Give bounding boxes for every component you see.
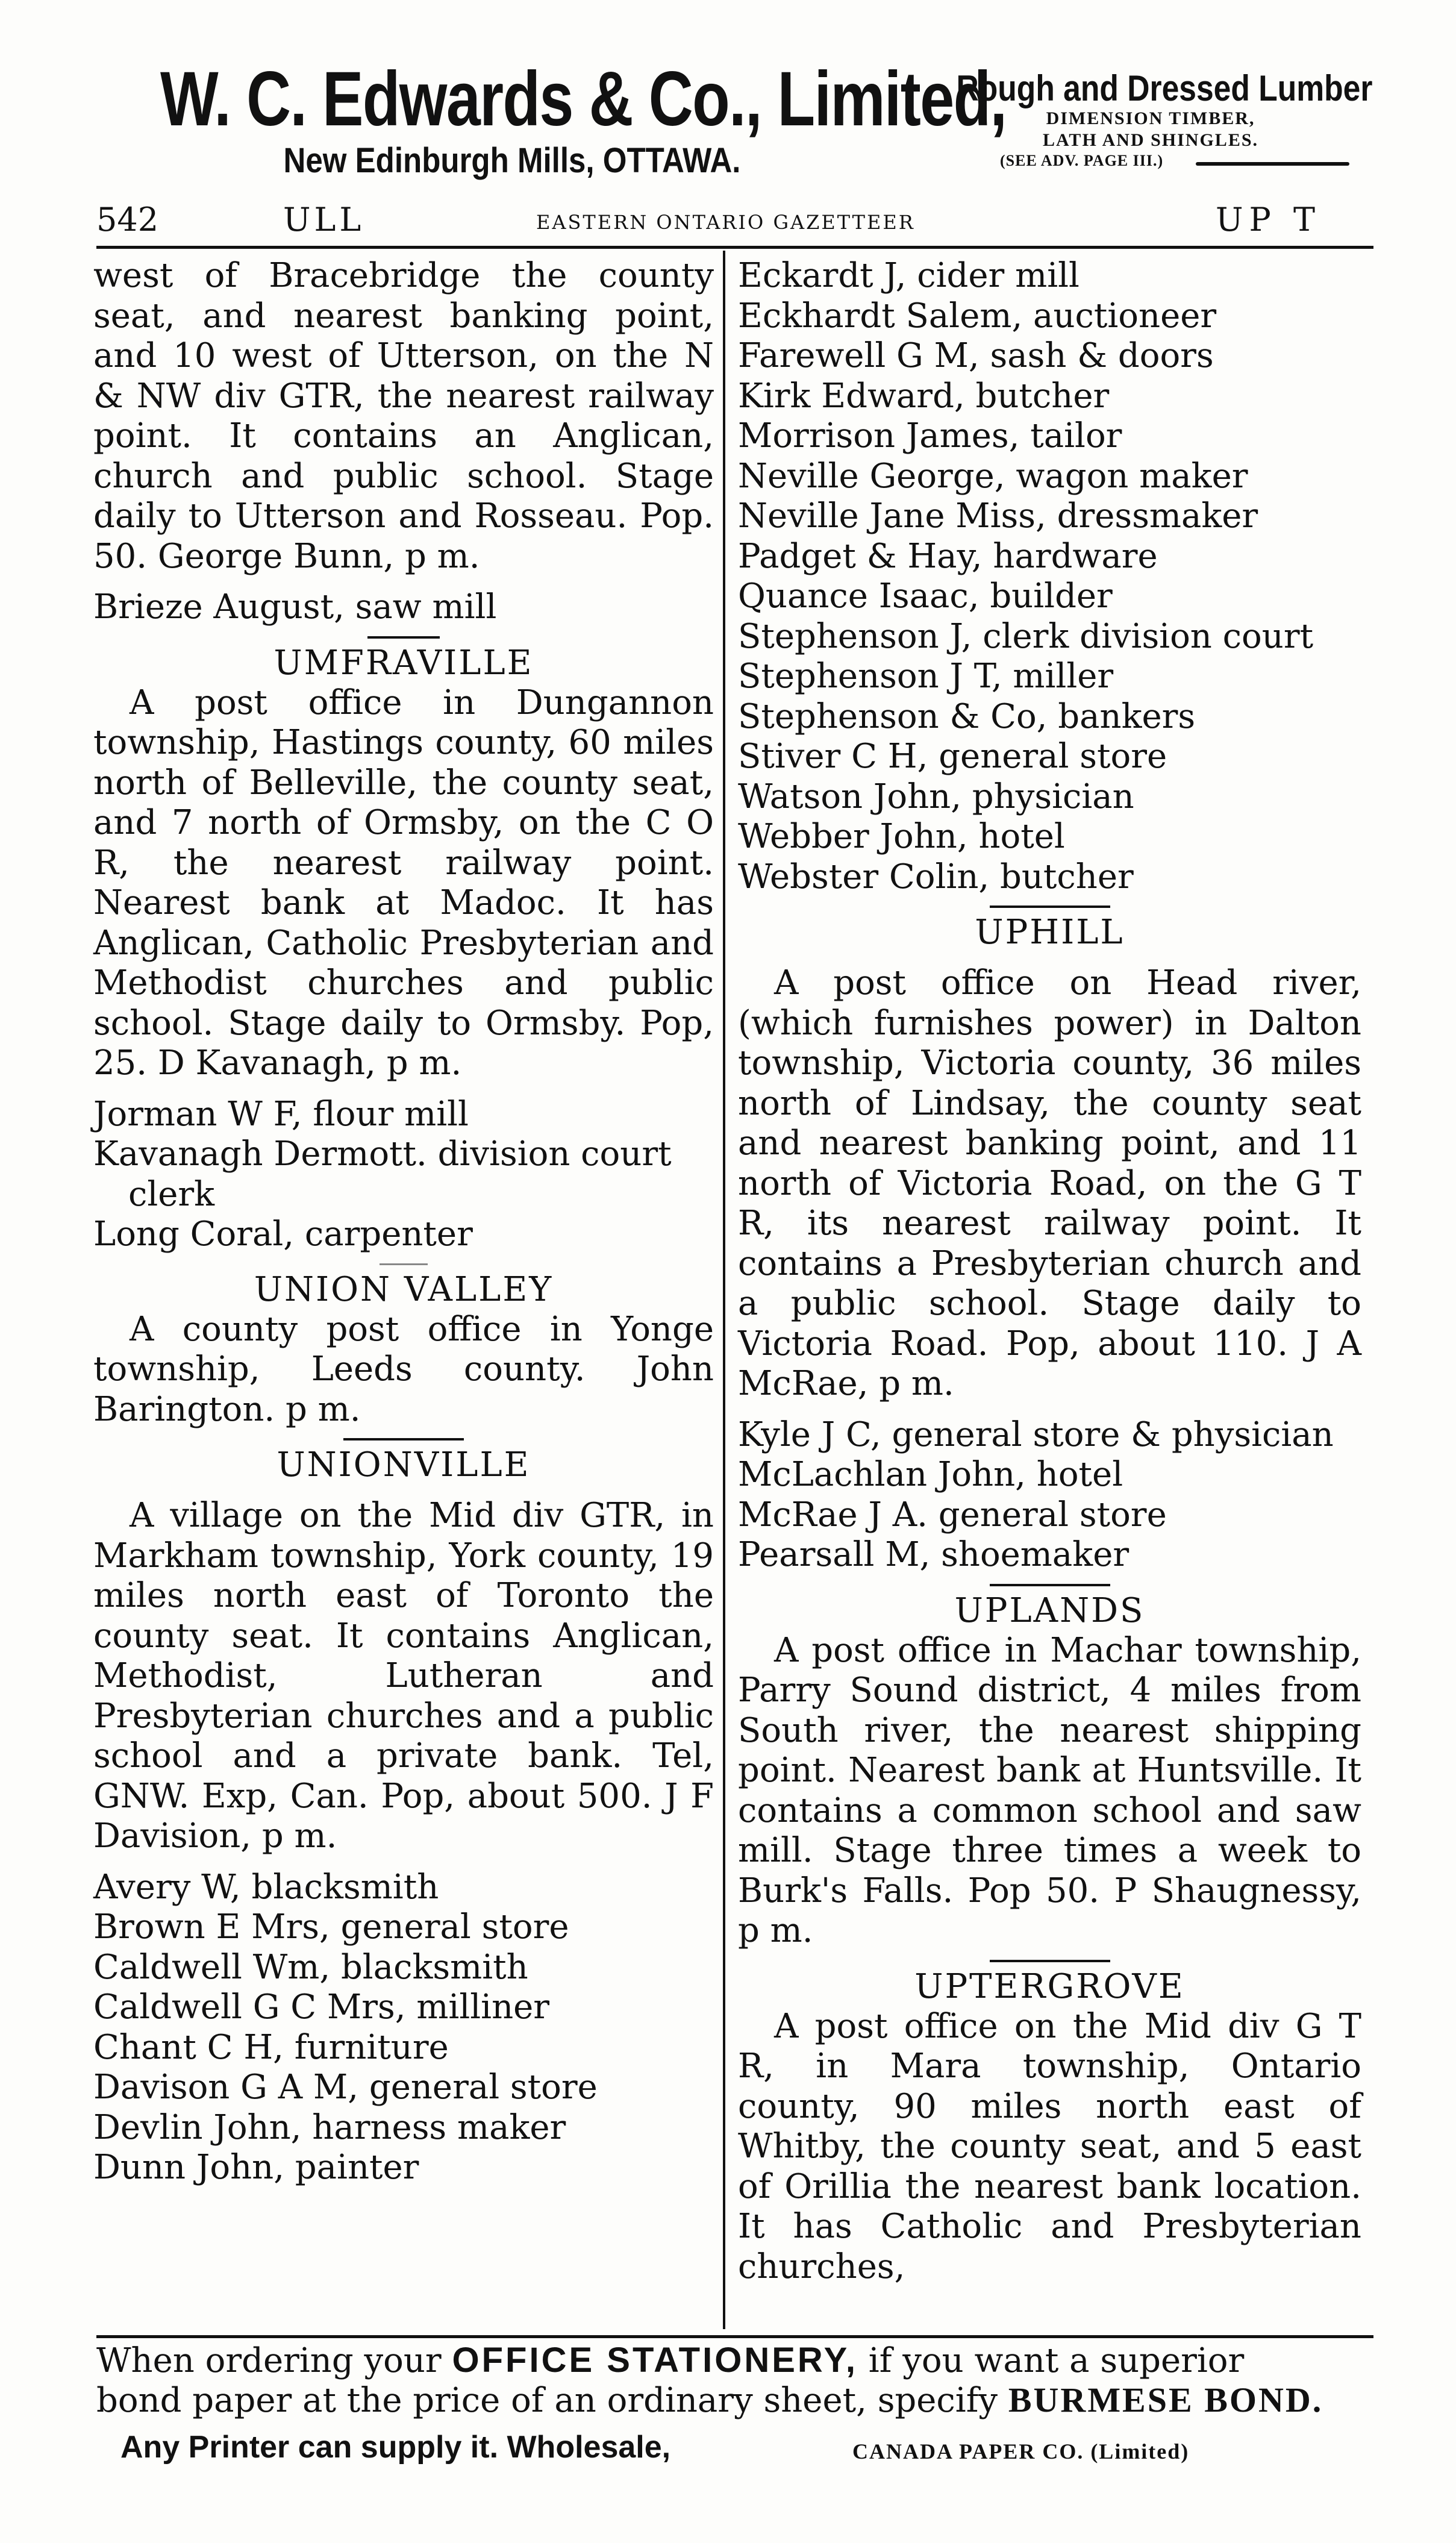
list-item: Dunn John, painter [93,2148,419,2187]
list-item: Neville George, wagon maker [738,456,1248,496]
list-item: Long Coral, carpenter [93,1215,473,1254]
section-rule [343,1438,464,1440]
section-rule [990,906,1110,908]
list-item: Avery W, blacksmith [93,1867,439,1907]
ad-bottom-company: CANADA PAPER CO. (Limited) [852,2439,1190,2463]
list-item: Neville Jane Miss, dressmaker [738,496,1258,536]
running-header [96,199,1373,247]
section-title-union-valley: UNION VALLEY [254,1269,554,1309]
ad-bottom-line1 [96,2341,1373,2381]
ad-bottom-highlight: OFFICE STATIONERY, [452,2341,858,2380]
list-item: Kirk Edward, butcher [738,376,1110,416]
ad-see-reference [925,151,1376,170]
section-title-umfraville: UMFRAVILLE [273,643,534,683]
list-item: Morrison James, tailor [738,416,1122,455]
list-item: Farewell G M, sash & doors [738,336,1214,375]
ad-product-line1: DIMENSION TIMBER, [1046,108,1255,128]
section-title-uplands: UPLANDS [954,1591,1145,1630]
list-item: McRae J A. general store [738,1495,1167,1534]
list-item: Devlin John, harness maker [93,2107,566,2147]
section-desc-unionville: A village on the Mid div GTR, in Markham township, York county, 19 miles north east of Toronto the county seat. It contains Anglican, Methodist, Lutheran and Presbyterian churches and a public school and a private bank. Tel, GNW. Exp, Can. Pop, about 500. J F Davision, p m. [93,1496,714,1856]
ad-product: Rough and Dressed Lumber [956,68,1373,108]
bottom-advertisement [96,2341,1373,2521]
header-right-word: UP T [1216,201,1322,239]
section-desc-umfraville: A post office in Dungannon township, Hastings county, 60 miles north of Belleville, the county seat, and 7 north of Ormsby, on the C O R, the nearest railway point. Nearest bank at Madoc. It has Anglican, Catholic Presbyterian and Methodist churches and public school. Stage daily to Ormsby. Pop, 25. D Kavanagh, p m. [93,683,714,1083]
list-item: Jorman W F, flour mill [93,1094,469,1134]
list-item: Caldwell Wm, blacksmith [93,1947,528,1987]
list-item: Watson John, physician [738,777,1134,816]
column-divider [723,251,725,2329]
left-column [93,256,714,2188]
right-column [738,256,1361,2287]
section-rule [367,636,440,639]
section-title-unionville: UNIONVILLE [277,1445,531,1484]
continued-entry-text: west of Bracebridge the county seat, and nearest banking point, and 10 west of Utterson, on the N & NW div GTR, the nearest railway point. It contains an Anglican, church and public school. Stage daily to Utterson and Rosseau. Pop. 50. George Bunn, p m. [93,256,714,576]
section-rule [990,1960,1110,1962]
list-item: Eckardt J, cider mill [738,256,1080,295]
page-number: 542 [96,201,159,239]
header-title: EASTERN ONTARIO GAZETTEER [536,211,915,234]
list-item: McLachlan John, hotel [738,1455,1123,1494]
list-item: Eckhardt Salem, auctioneer [738,296,1217,336]
section-title-uphill: UPHILL [975,913,1125,952]
header-rule [96,246,1373,249]
list-item: Davison G A M, general store [93,2068,598,2107]
section-desc-uptergrove: A post office on the Mid div G T R, in Mara township, Ontario county, 90 miles north east of Whitby, the county seat, and 5 east of Orillia the nearest bank location. It has Catholic and Presbyterian churches, [738,2006,1361,2286]
list-item: Kavanagh Dermott. division court [93,1134,672,1174]
section-desc-uplands: A post office in Machar township, Parry Sound district, 4 miles from South river, the nearest shipping point. Nearest bank at Huntsville. It contains a common school and saw mill. Stage three times a week to Burk's Falls. Pop 50. P Shaugnessy, p m. [738,1630,1361,1950]
ad-see-text: (SEE ADV. PAGE III.) [1000,152,1164,169]
section-rule [380,1263,428,1265]
list-item: Kyle J C, general store & physician [738,1415,1334,1454]
ad-see-arrow-line [1196,162,1349,166]
ad-bottom-text: if you want a superior [858,2341,1245,2380]
list-item: Caldwell G C Mrs, milliner [93,1988,550,2027]
section-desc-uphill: A post office on Head river, (which furnishes power) in Dalton township, Victoria county, 36 miles north of Lindsay, the county seat and nearest banking point, and 11 north of Victoria Road, on the G T R, its nearest railway point. It contains a Presbyterian church and a public school. Stage daily to Victoria Road. Pop, about 110. J A McRae, p m. [738,963,1361,1403]
footer-rule [96,2335,1373,2338]
ad-right-block [925,69,1376,170]
list-item: Stiver C H, general store [738,737,1167,776]
section-title-uptergrove: UPTERGROVE [914,1966,1185,2006]
list-item: Stephenson & Co, bankers [738,696,1196,736]
ad-mills-location: New Edinburgh Mills, OTTAWA. [283,141,741,180]
ad-bottom-line2 [96,2380,1373,2421]
list-item: Webster Colin, butcher [738,857,1134,896]
list-item: Padget & Hay, hardware [738,536,1158,576]
section-desc-union-valley: A county post office in Yonge township, Leeds county. John Barington. p m. [93,1309,714,1429]
ad-left-block [96,56,1007,183]
list-item: Stephenson J T, miller [738,657,1114,696]
top-advertisement [96,57,1373,193]
ad-company-name: W. C. Edwards & Co., Limited, [160,56,1007,142]
list-item: Brown E Mrs, general store [93,1907,569,1947]
list-item: Quance Isaac, builder [738,577,1113,616]
ad-bottom-line3: Any Printer can supply it. Wholesale, [120,2430,671,2465]
list-item-continued: clerk [128,1174,215,1214]
ad-bottom-text: When ordering your [96,2341,452,2380]
ad-bottom-text: bond paper at the price of an ordinary sheet, specify [96,2381,1008,2420]
list-item: Brieze August, saw mill [93,587,497,627]
header-left-word: ULL [283,201,365,239]
list-item: Chant C H, furniture [93,2027,449,2067]
list-item: Webber John, hotel [738,817,1065,856]
section-rule [990,1584,1110,1586]
ad-product-line2: LATH AND SHINGLES. [1042,130,1259,150]
list-item: Pearsall M, shoemaker [738,1535,1129,1574]
list-item: Stephenson J, clerk division court [738,616,1314,656]
ad-bottom-brand: BURMESE BOND. [1008,2380,1323,2419]
